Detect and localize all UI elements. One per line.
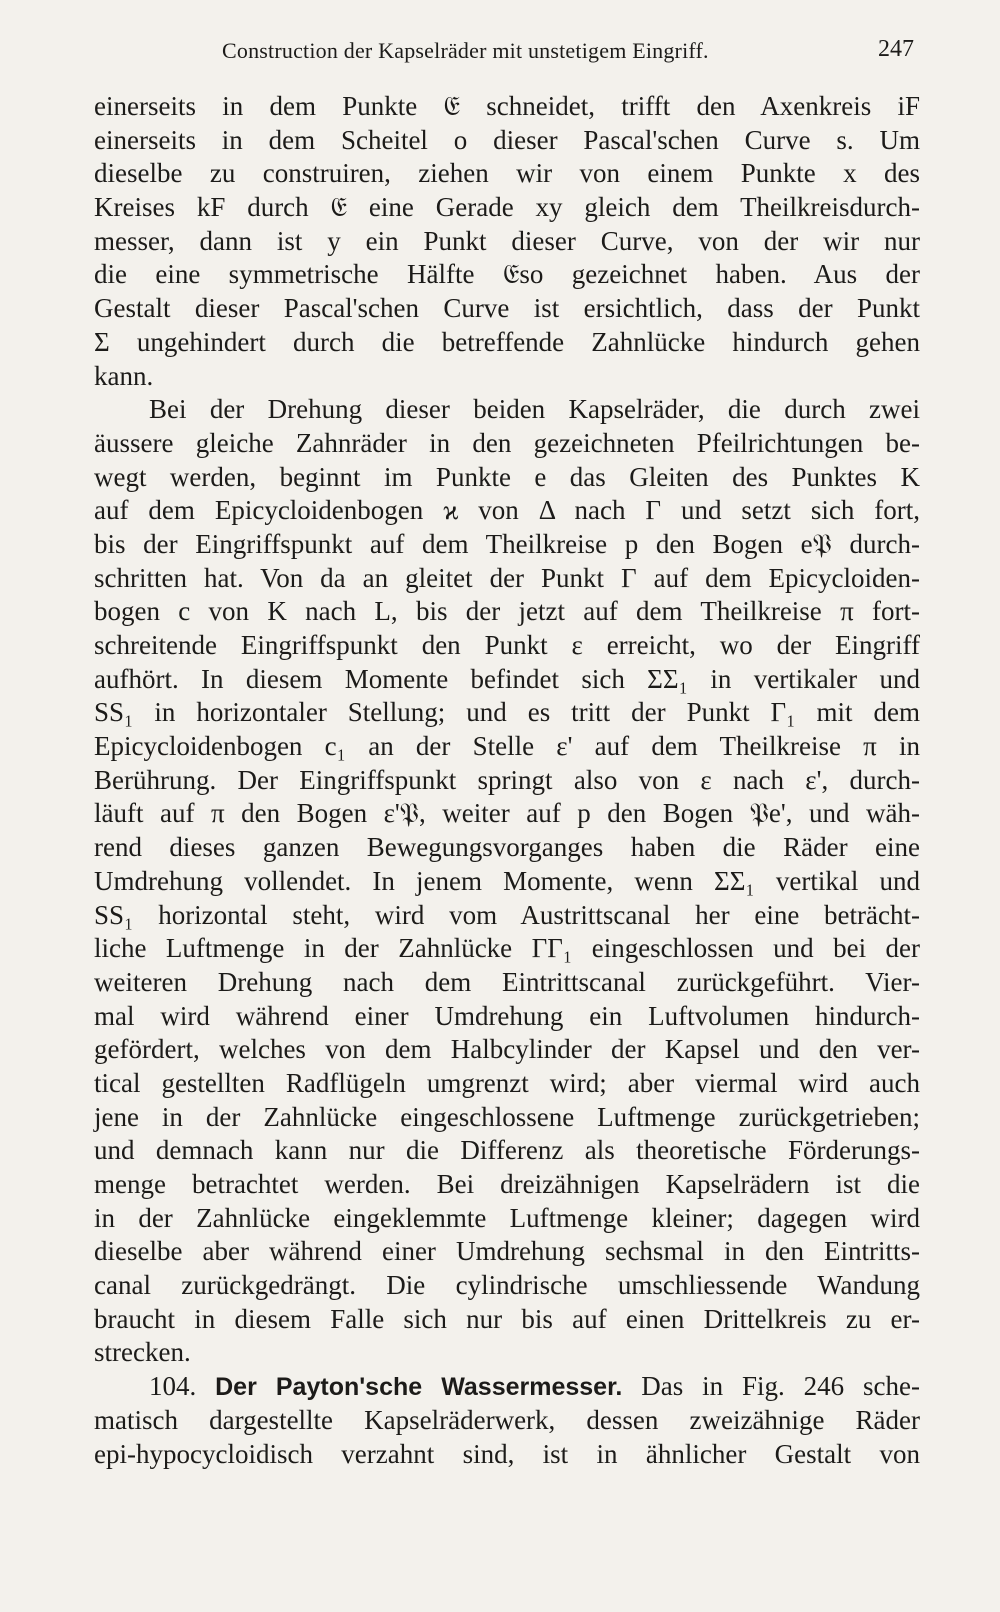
text-line: schritten hat. Von da an gleitet der Punkt Γ auf dem Epicycloiden- [94, 562, 920, 593]
text-line: gefördert, welches von dem Halbcylinder der Kapsel und den ver- [94, 1034, 920, 1065]
text-line: matisch dargestellte Kapselräderwerk, dessen zweizähnige Räder [94, 1404, 920, 1435]
text-line: braucht in diesem Falle sich nur bis auf einen Drittelkreis zu er- [94, 1303, 920, 1334]
text-line: menge betrachtet werden. Bei dreizähnigen Kapselrädern ist die [94, 1169, 920, 1199]
text-line: äussere gleiche Zahnräder in den gezeichneten Pfeilrichtungen be- [94, 427, 920, 458]
text-line: epi-hypocycloidisch verzahnt sind, ist in ähnlicher Gestalt von [94, 1438, 920, 1469]
text-line: messer, dann ist y ein Punkt dieser Curve, von der wir nur [94, 225, 920, 256]
text-line: in der Zahnlücke eingeklemmte Luftmenge kleiner; dagegen wird [94, 1202, 920, 1233]
text-line: mal wird während einer Umdrehung ein Luftvolumen hindurch- [94, 1000, 920, 1031]
text-line: Berührung. Der Eingriffspunkt springt also von ε nach ε', durch- [94, 764, 920, 795]
text-line: Umdrehung vollendet. In jenem Momente, wenn ΣΣ₁ vertikal und [94, 865, 920, 896]
text-line: jene in der Zahnlücke eingeschlossene Luftmenge zurückgetrieben; [94, 1101, 920, 1132]
text-line: wegt werden, beginnt im Punkte e das Gleiten des Punktes K [94, 461, 920, 492]
text-line: bis der Eingriffspunkt auf dem Theilkreise p den Bogen e𝔓 durch- [94, 528, 920, 559]
running-title: Construction der Kapselräder mit unstetigem Eingriff. [222, 38, 709, 63]
text-line: rend dieses ganzen Bewegungsvorganges haben die Räder eine [94, 832, 920, 863]
text-line: Bei der Drehung dieser beiden Kapselräder, die durch zwei [149, 394, 920, 425]
text-line: tical gestellten Radflügeln umgrenzt wird; aber viermal wird auch [94, 1067, 920, 1098]
page-number: 247 [878, 36, 914, 62]
section-first-line-text: Das in Fig. 246 sche- [641, 1371, 920, 1402]
section-first-line [94, 1370, 920, 1404]
text-line: canal zurückgedrängt. Die cylindrische umschliessende Wandung [94, 1270, 920, 1301]
text-line: dieselbe aber während einer Umdrehung sechsmal in den Eintritts- [94, 1236, 920, 1267]
text-line: liche Luftmenge in der Zahnlücke ΓΓ₁ eingeschlossen und bei der [94, 933, 920, 964]
text-line: Kreises kF durch 𝔈 eine Gerade xy gleich dem Theilkreisdurch- [94, 192, 920, 223]
text-line: einerseits in dem Scheitel o dieser Pascal'schen Curve s. Um [94, 124, 920, 155]
text-line: die eine symmetrische Hälfte 𝔈so gezeichnet haben. Aus der [94, 259, 920, 290]
text-line: einerseits in dem Punkte 𝔈 schneidet, trifft den Axenkreis iF [94, 91, 920, 121]
text-line: und demnach kann nur die Differenz als theoretische Förderungs- [94, 1135, 920, 1166]
text-line: weiteren Drehung nach dem Eintrittscanal zurückgeführt. Vier- [94, 966, 920, 997]
text-line: schreitende Eingriffspunkt den Punkt ε erreicht, wo der Eingriff [94, 630, 920, 660]
text-line: SS₁ horizontal steht, wird vom Austrittscanal her eine beträcht- [94, 899, 920, 930]
page-body [94, 90, 920, 1471]
text-line: dieselbe zu construiren, ziehen wir von einem Punkte x des [94, 158, 920, 189]
section-heading: Der Payton'sche Wassermesser. [215, 1373, 623, 1402]
text-line: Epicycloidenbogen c₁ an der Stelle ε' auf dem Theilkreise π in [94, 731, 920, 762]
section-number: 104. [149, 1371, 197, 1402]
page-header [94, 34, 924, 72]
text-line: kann. [94, 360, 154, 391]
text-line: strecken. [94, 1337, 191, 1368]
text-line: SS₁ in horizontaler Stellung; und es tritt der Punkt Γ₁ mit dem [94, 697, 920, 728]
text-line: Gestalt dieser Pascal'schen Curve ist ersichtlich, dass der Punkt [94, 293, 920, 324]
text-line: läuft auf π den Bogen ε'𝔓, weiter auf p den Bogen 𝔓e', und wäh- [94, 798, 920, 829]
text-line: bogen c von K nach L, bis der jetzt auf dem Theilkreise π fort- [94, 596, 920, 627]
text-line: auf dem Epicycloidenbogen ϰ von Δ nach Γ und setzt sich fort, [94, 495, 920, 526]
text-line: aufhört. In diesem Momente befindet sich ΣΣ₁ in vertikaler und [94, 663, 920, 694]
text-line: Σ ungehindert durch die betreffende Zahnlücke hindurch gehen [94, 326, 920, 357]
